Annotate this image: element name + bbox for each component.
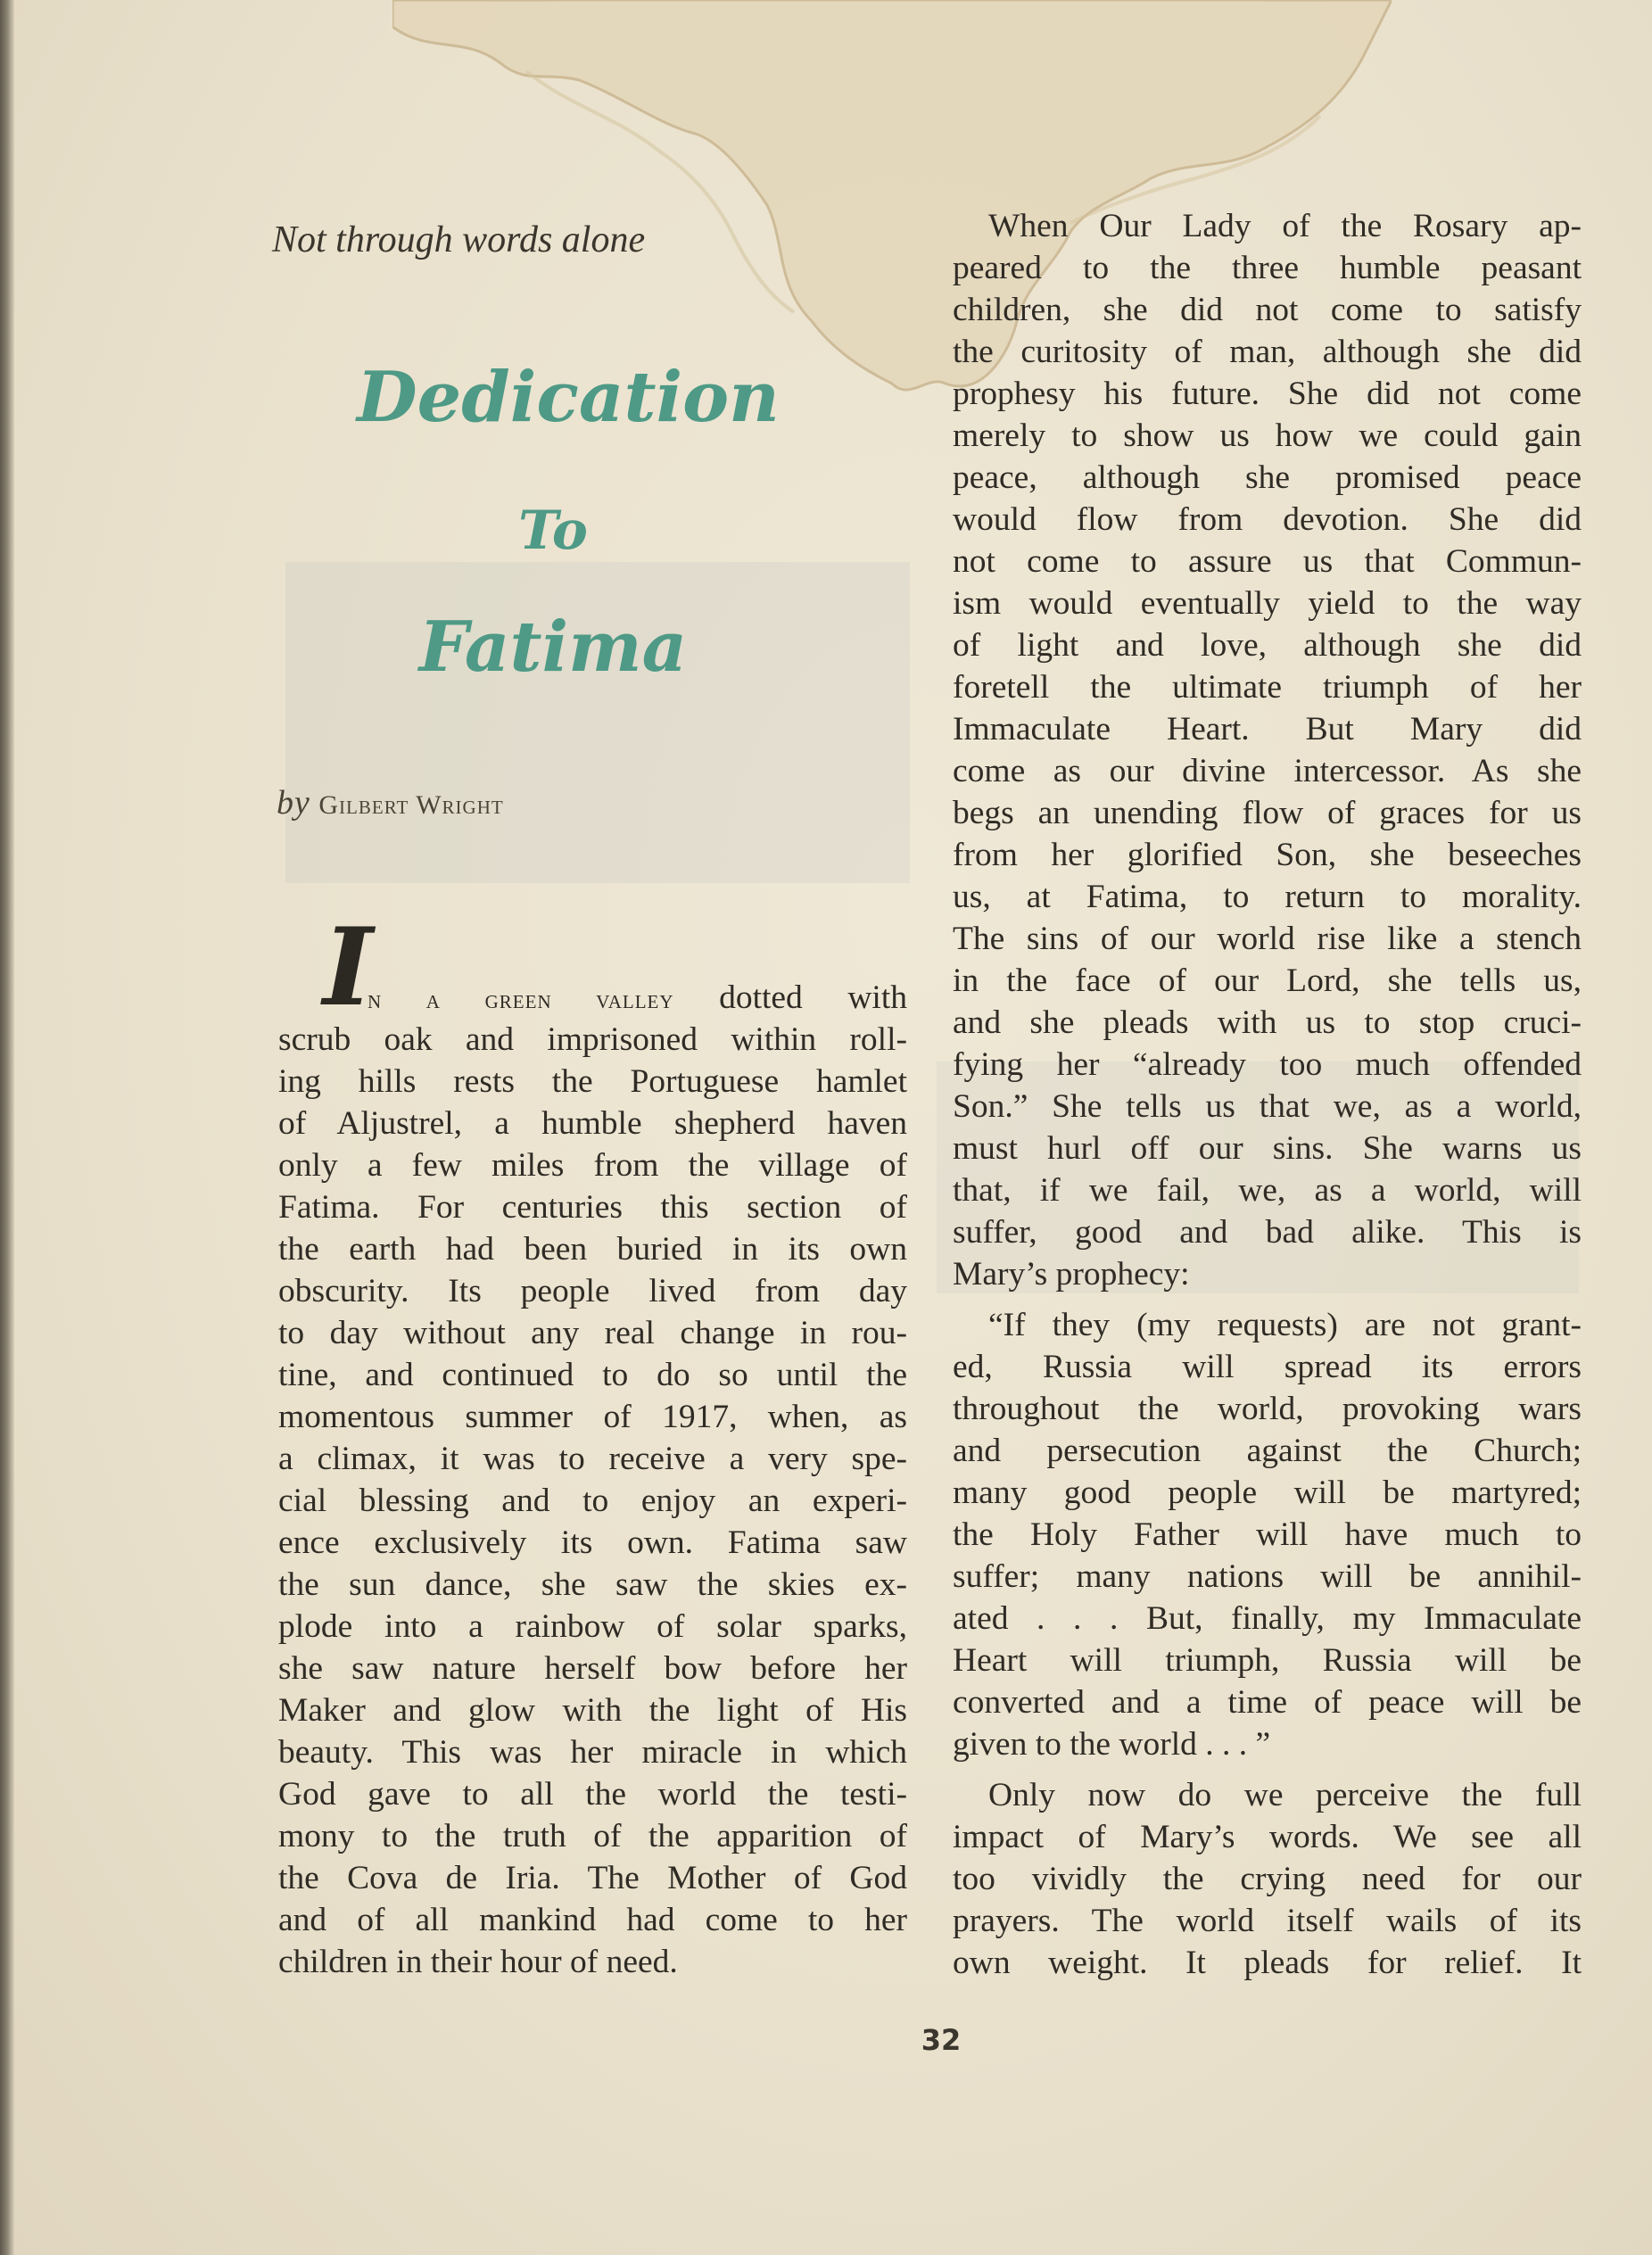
text-line: ence exclusively its own. Fatima saw: [278, 1524, 907, 1561]
text-line: converted and a time of peace will be: [953, 1684, 1582, 1721]
text-line: children in their hour of need.: [278, 1944, 678, 1980]
text-line: Heart will triumph, Russia will be: [953, 1642, 1582, 1679]
text-line: mony to the truth of the apparition of: [278, 1818, 907, 1854]
drop-cap: I: [323, 904, 374, 1030]
text-line: to day without any real change in rou-: [278, 1315, 907, 1351]
byline: [277, 783, 504, 822]
text-line: the Cova de Iria. The Mother of God: [278, 1860, 907, 1896]
text-line: beauty. This was her miracle in which: [278, 1734, 907, 1771]
text-line: merely to show us how we could gain: [953, 417, 1582, 454]
paragraph-gap: [953, 1295, 1582, 1304]
text-line: in the face of our Lord, she tells us,: [953, 962, 1582, 999]
text-line: the curitosity of man, although she did: [953, 334, 1582, 370]
text-line: that, if we fail, we, as a world, will: [953, 1172, 1582, 1209]
paragraph-gap: [953, 1765, 1582, 1774]
text-line: ed, Russia will spread its errors: [953, 1349, 1582, 1385]
text-line: must hurl off our sins. She warns us: [953, 1130, 1582, 1167]
text-line: of light and love, although she did: [953, 627, 1582, 664]
text-line: foretell the ultimate triumph of her: [953, 669, 1582, 706]
text-line: Only now do we perceive the full: [988, 1777, 1582, 1813]
text-line: only a few miles from the village of: [278, 1147, 907, 1184]
text-line: Fatima. For centuries this section of: [278, 1189, 907, 1226]
text-line: children, she did not come to satisfy: [953, 292, 1582, 328]
text-line: of Aljustrel, a humble shepherd haven: [278, 1105, 907, 1142]
text-line: scrub oak and imprisoned within roll-: [278, 1021, 907, 1058]
text-line: and persecution against the Church;: [953, 1433, 1582, 1469]
text-line: Son.” She tells us that we, as a world,: [953, 1088, 1582, 1125]
text-line: ism would eventually yield to the way: [953, 585, 1582, 622]
text-line: obscurity. Its people lived from day: [278, 1273, 907, 1309]
text-line: too vividly the crying need for our: [953, 1861, 1582, 1897]
text-line: fying her “already too much offended: [953, 1046, 1582, 1083]
title-line-2: To: [518, 500, 588, 562]
text-line: begs an unending flow of graces for us: [953, 795, 1582, 831]
title-line-1: Dedication: [357, 357, 780, 438]
left-column: [278, 977, 907, 1983]
text-line: When Our Lady of the Rosary ap-: [988, 208, 1582, 244]
text-line: suffer, good and bad alike. This is: [953, 1214, 1582, 1251]
text-line: peared to the three humble peasant: [953, 250, 1582, 286]
text-line: momentous summer of 1917, when, as: [278, 1399, 907, 1435]
text-line: the earth had been buried in its own: [278, 1231, 907, 1268]
text-line: tine, and continued to do so until the: [278, 1357, 907, 1393]
text-line: prophesy his future. She did not come: [953, 376, 1582, 412]
text-line: and she pleads with us to stop cruci-: [953, 1004, 1582, 1041]
text-line: not come to assure us that Commun-: [953, 543, 1582, 580]
article-kicker: Not through words alone: [272, 219, 646, 260]
binding-edge: [0, 0, 14, 2255]
text-line: come as our divine intercessor. As she: [953, 753, 1582, 789]
text-line: the Holy Father will have much to: [953, 1516, 1582, 1553]
text-line: throughout the world, provoking wars: [953, 1391, 1582, 1427]
text-line: cial blessing and to enjoy an experi-: [278, 1483, 907, 1519]
text-line: and of all mankind had come to her: [278, 1902, 907, 1938]
text-line: ated . . . But, finally, my Immaculate: [953, 1600, 1582, 1637]
byline-prefix: by: [277, 784, 310, 822]
text-line: would flow from devotion. She did: [953, 501, 1582, 538]
text-line: “If they (my requests) are not grant-: [988, 1307, 1582, 1343]
title-line-3: Fatima: [418, 607, 688, 688]
lead-in: n a green valley: [368, 985, 674, 1014]
text-line: Mary’s prophecy:: [953, 1256, 1190, 1293]
text-line: peace, although she promised peace: [953, 459, 1582, 496]
text-line: the sun dance, she saw the skies ex-: [278, 1566, 907, 1603]
lead-in-rest: dotted with: [673, 979, 907, 1016]
text-line: a climax, it was to receive a very spe-: [278, 1441, 907, 1477]
text-line: given to the world . . . ”: [953, 1726, 1271, 1763]
text-line: Maker and glow with the light of His: [278, 1692, 907, 1729]
byline-author: Gilbert Wright: [318, 790, 504, 820]
text-line: God gave to all the world the testi-: [278, 1776, 907, 1813]
right-column: [953, 205, 1582, 1984]
text-line: prayers. The world itself wails of its: [953, 1903, 1582, 1939]
text-line: she saw nature herself bow before her: [278, 1650, 907, 1687]
text-line: impact of Mary’s words. We see all: [953, 1819, 1582, 1855]
text-line: [278, 977, 907, 1019]
page-number: 32: [921, 2023, 962, 2057]
text-line: The sins of our world rise like a stench: [953, 921, 1582, 957]
text-line: Immaculate Heart. But Mary did: [953, 711, 1582, 748]
text-line: from her glorified Son, she beseeches: [953, 837, 1582, 873]
text-line: suffer; many nations will be annihil-: [953, 1558, 1582, 1595]
text-line: us, at Fatima, to return to morality.: [953, 879, 1582, 915]
text-line: ing hills rests the Portuguese hamlet: [278, 1063, 907, 1100]
text-line: many good people will be martyred;: [953, 1474, 1582, 1511]
text-line: plode into a rainbow of solar sparks,: [278, 1608, 907, 1645]
text-line: own weight. It pleads for relief. It: [953, 1945, 1582, 1981]
